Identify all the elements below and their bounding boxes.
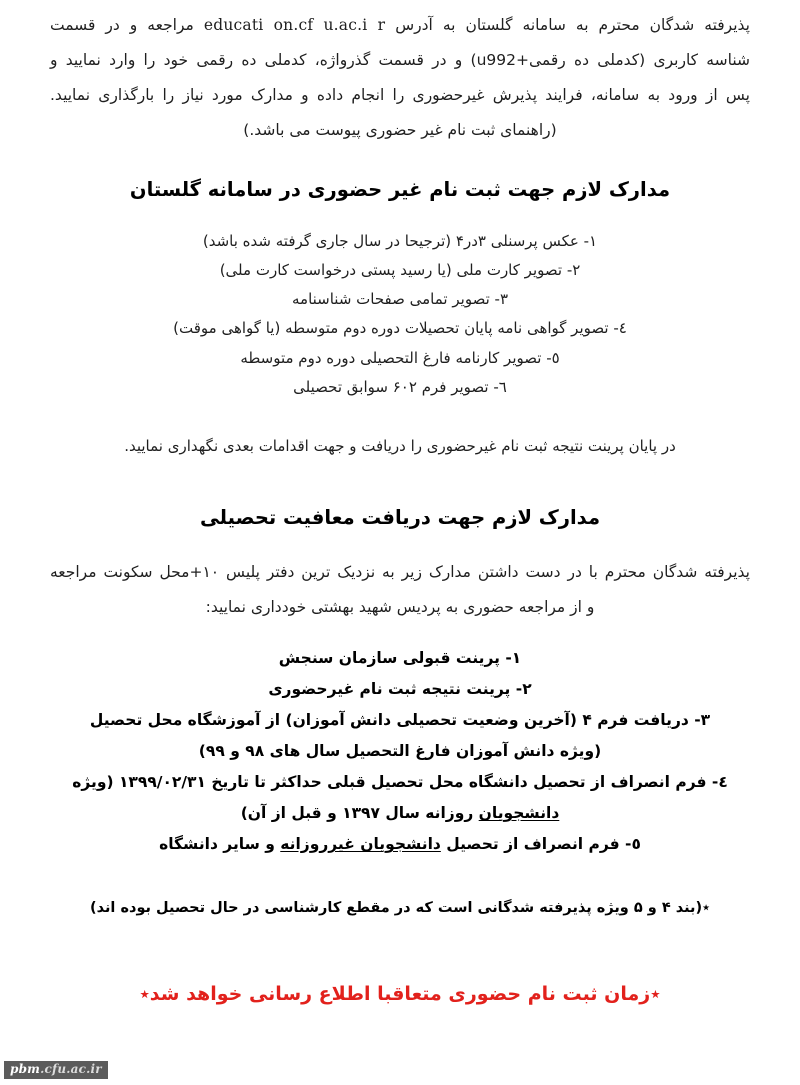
list-item: [28, 643, 772, 674]
watermark: [4, 1061, 108, 1079]
list-item: ٥- تصویر کارنامه فارغ التحصیلی دوره دوم متوسطه: [240, 348, 560, 367]
watermark-suffix: .cfu.ac.ir: [40, 1061, 102, 1076]
intro-line-1-before-url: پذیرفته شدگان محترم به سامانه گلستان به آدرس: [395, 16, 750, 34]
list-item: [28, 705, 772, 767]
list-item-main: ٤- فرم انصراف از تحصیل دانشگاه محل تحصیل قبلی حداکثر تا تاریخ ۱۳۹۹/۰۲/۳۱ (ویژه: [72, 773, 728, 792]
section1-document-list: [28, 227, 772, 403]
list-item-sub-suffix: روزانه سال ۱۳۹۷ و قبل از آن): [240, 804, 479, 823]
section2-document-list: [28, 643, 772, 860]
intro-line-4: (راهنمای ثبت نام غیر حضوری پیوست می باشد.): [243, 120, 557, 139]
watermark-prefix: pbm: [10, 1061, 41, 1076]
intro-line-1: [50, 8, 750, 43]
list-item: ٤- تصویر گواهی نامه پایان تحصیلات دوره دوم متوسطه (یا گواهی موقت): [173, 319, 627, 338]
intro-line-1-after-url: مراجعه و در قسمت: [50, 16, 194, 34]
list-item: ٣- تصویر تمامی صفحات شناسنامه: [292, 290, 508, 309]
section2-heading: مدارک لازم جهت دریافت معافیت تحصیلی: [199, 506, 601, 530]
list-item: ٦- تصویر فرم ۶۰۲ سوابق تحصیلی: [293, 377, 507, 396]
list-item: [28, 674, 772, 705]
red-notice-banner: ٭زمان ثبت نام حضوری متعاقبا اطلاع رسانی خواهد شد٭: [139, 982, 661, 1005]
list-item-main-prefix: ٥- فرم انصراف از تحصیل: [440, 835, 641, 854]
section2-para-line-2: و از مراجعه حضوری به پردیس شهید بهشتی خودداری نمایید:: [205, 598, 595, 617]
section2-footnote: ٭(بند ۴ و ۵ ویژه پذیرفته شدگانی است که در مقطع کارشناسی در حال تحصیل بوده اند): [89, 899, 710, 916]
list-item-sub: (ویژه دانش آموزان فارغ التحصیل سال های ۹۸ و ۹۹): [198, 742, 602, 761]
gulistan-portal-url[interactable]: educati on.cf u.ac.i r: [203, 16, 386, 34]
list-item: ١- عکس پرسنلی ٣در۴ (ترجیحا در سال جاری گرفته شده باشد): [202, 231, 598, 250]
list-item-sub-underlined: دانشجویان: [478, 804, 560, 823]
section1-closing-note: در پایان پرینت نتیجه ثبت نام غیرحضوری را دریافت و جهت اقدامات بعدی نگهداری نمایید.: [124, 437, 676, 456]
list-item: [28, 829, 772, 860]
list-item-main: ٢- پرینت نتیجه ثبت نام غیرحضوری: [268, 680, 532, 699]
intro-line-2: شناسه کاربری (کدملی ده رقمی+u992) و در قسمت گذرواژه، کدملی ده رقمی خود را وارد نمایید و: [50, 50, 750, 69]
list-item-main-underlined: دانشجویان غیرروزانه: [280, 835, 441, 854]
section2-para-line-1: پذیرفته شدگان محترم با در دست داشتن مدارک زیر به نزدیک ترین دفتر پلیس ۱۰+محل سکونت مراجعه: [50, 563, 750, 582]
intro-paragraph: [28, 8, 772, 148]
list-item-main-suffix: و سایر دانشگاه: [159, 835, 281, 854]
list-item-main: ١- پرینت قبولی سازمان سنجش: [278, 649, 522, 668]
section1-heading: مدارک لازم جهت ثبت نام غیر حضوری در سامانه گلستان: [129, 177, 671, 201]
intro-line-3: پس از ورود به سامانه، فرایند پذیرش غیرحضوری را انجام داده و مدارک مورد نیاز را بارگذاری نمایید.: [50, 85, 750, 104]
list-item-sub: [28, 798, 772, 829]
list-item: [28, 767, 772, 829]
list-item: ٢- تصویر کارت ملی (یا رسید پستی درخواست کارت ملی): [219, 260, 581, 279]
list-item-main: ٣- دریافت فرم ۴ (آخرین وضعیت تحصیلی دانش آموزان) از آموزشگاه محل تحصیل: [89, 711, 711, 730]
section2-paragraph: [28, 555, 772, 625]
